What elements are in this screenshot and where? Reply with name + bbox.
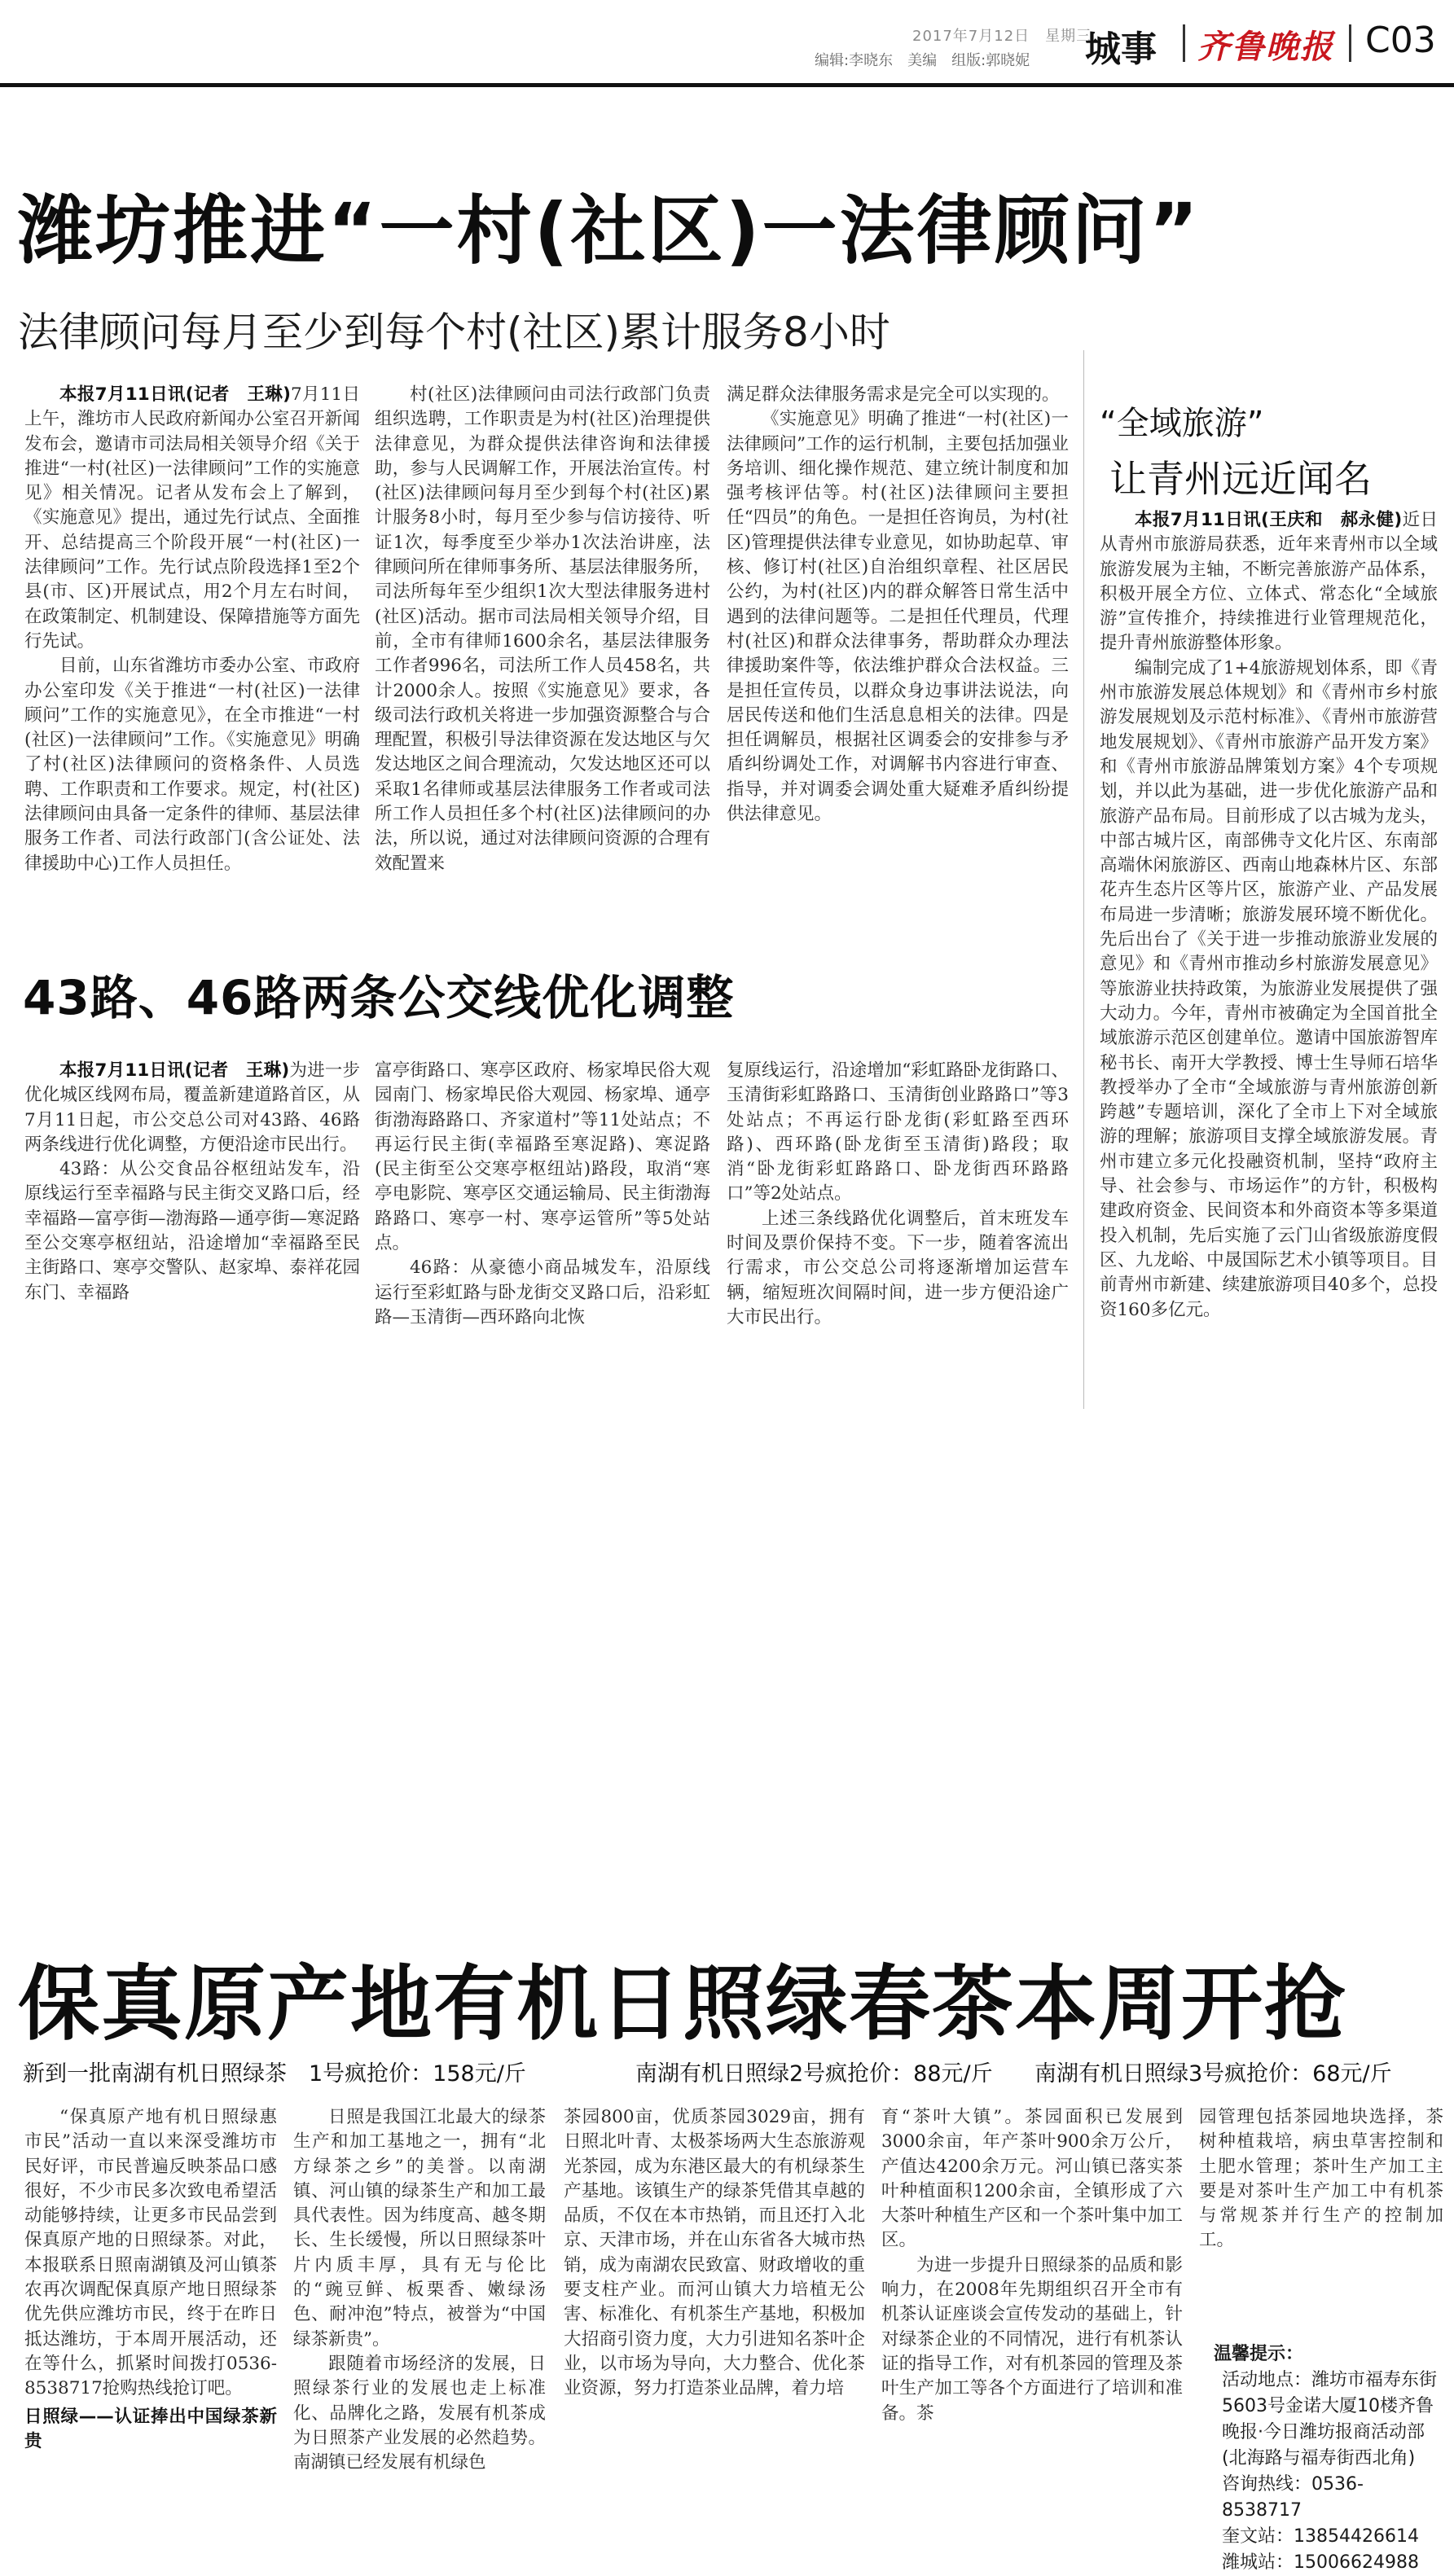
story2-column-3 xyxy=(727,1059,1069,1401)
ad-subhead: 日照绿——认证捧出中国绿茶新贵 xyxy=(24,2406,277,2451)
ad-price-3: 南湖有机日照绿3号疯抢价：68元/斤 xyxy=(1034,2061,1392,2087)
ad-paragraph: 日照是我国江北最大的绿茶生产和加工基地之一，拥有“北方绿茶之乡”的美誉。以南湖镇、河山镇的绿茶生产和加工最具代表性。因为纬度高、越冬期长、生长缓慢，所以日照绿茶叶片内质丰厚，具有无与伦比的“豌豆鲜、板栗香、嫩绿汤色、耐冲泡”特点，被誉为“中国绿茶新贵”。 xyxy=(293,2107,546,2350)
tip-location: 活动地点：潍坊市福寿东街5603号金诺大厦10楼齐鲁晚报·今日潍坊报商活动部(北海路与福寿街西北角) xyxy=(1222,2370,1438,2468)
ad-paragraph: “保真原产地有机日照绿惠市民”活动一直以来深受潍坊市民好评，市民普遍反映茶品口感很好，不少市民多次致电希望活动能够持续，让更多市民品尝到保真原产地的日照绿茶。对此，本报联系日照南湖镇及河山镇茶农再次调配保真原产地日照绿茶优先供应潍坊市民，终于在昨日抵达潍坊，于本周开展活动，还在等什么，抓紧时间拨打0536-8538717抢购热线抢订吧。 xyxy=(24,2107,277,2399)
masthead-rule xyxy=(0,83,1454,87)
ad-paragraph: 园管理包括茶园地块选择，茶树种植栽培，病虫草害控制和土肥水管理；茶叶生产加工主要是对茶叶生产加工中有机茶与常规茶并行生产的控制加工。 xyxy=(1199,2107,1443,2251)
story2-paragraph: 46路：从豪德小商品城发车，沿原线运行至彩虹路与卧龙街交叉路口后，沿彩虹路—玉清街—西环路向北恢 xyxy=(375,1257,710,1327)
story1-byline: 本报7月11日讯(记者 王琳) xyxy=(59,384,291,405)
story3-headline: 让青州远近闻名 xyxy=(1109,457,1372,501)
story1-paragraph: 村(社区)法律顾问由司法行政部门负责组织选聘，工作职责是为村(社区)治理提供法律意见，为群众提供法律咨询和法律援助，参与人民调解工作，开展法治宣传。村(社区)法律顾问每月至少到每个村(社区)累计服务8小时，每月至少参与信访接待、听证1次，每季度至少举办1次法治讲座，法律顾问所在律师事务所、基层法律服务所，司法所每年至少组织1次大型法律服务进村(社区)活动。据市司法局相关领导介绍，目前，全市有律师1600余名，基层法律服务工作者996名，司法所工作人员458名，共计2000余人。按照《实施意见》要求，各级司法行政机关将进一步加强资源整合与合理配置，积极引导法律资源在发达地区与欠发达地区之间合理流动，欠发达地区还可以采取1名律师或基层法律服务工作者或司法所工作人员担任多个村(社区)法律顾问的办法，所以说，通过对法律顾问资源的合理有效配置来 xyxy=(375,384,710,874)
ad-headline: 保真原产地有机日照绿春茶本周开抢 xyxy=(18,1956,1347,2052)
ad-column-5 xyxy=(1199,2105,1443,2333)
story1-column-3 xyxy=(727,383,1069,920)
story1-column-2 xyxy=(375,383,710,920)
tip-mobile: 奎文站：13854426614 潍城站：15006624988 xyxy=(1222,2526,1437,2573)
story2-column-2 xyxy=(375,1059,710,1401)
ad-paragraph: 跟随着市场经济的发展，日照绿茶行业的发展也走上标准化、品牌化之路，发展有机茶成为日照茶产业发展的必然趋势。南湖镇已经发展有机绿色 xyxy=(293,2353,546,2473)
column-divider xyxy=(1083,350,1084,1409)
story1-paragraph: 《实施意见》明确了推进“一村(社区)一法律顾问”工作的运行机制，主要包括加强业务培训、细化操作规范、建立统计制度和加强考核评估等。村(社区)法律顾问主要担任“四员”的角色。一是担任咨询员，为村(社区)管理提供法律专业意见，如协助起草、审核、修订村(社区)自治组织章程、社区居民公约，为村(社区)内的群众解答日常生活中遇到的法律问题等。二是担任代理员，代理村(社区)和群众法律事务，帮助群众办理法律援助案件等，依法维护群众合法权益。三是担任宣传员，以群众身边事讲法说法，向居民传送和他们生活息息相关的法律。四是担任调解员，根据社区调委会的安排参与矛盾纠纷调处工作，对调解书内容进行审查、指导，并对调委会调处重大疑难矛盾纠纷提供法律意见。 xyxy=(727,409,1069,825)
story2-column-1 xyxy=(24,1059,360,1401)
story3-kicker: “全域旅游” xyxy=(1100,405,1264,442)
story2-paragraph: 43路：从公交食品谷枢纽站发车，沿原线运行至幸福路与民主街交叉路口后，经幸福路—富亭街—渤海路—通亭街—寒浞路至公交寒亭枢纽站，沿途增加“幸福路至民主街路口、寒亭交警队、赵家埠、泰祥花园东门、幸福路 xyxy=(24,1159,360,1303)
story3-byline: 本报7月11日讯(王庆和 郝永健) xyxy=(1135,510,1403,530)
story2-byline: 本报7月11日讯(记者 王琳) xyxy=(59,1060,290,1081)
ad-column-1 xyxy=(24,2105,277,2488)
story3-paragraph: 近日从青州市旅游局获悉，近年来青州市以全域旅游发展为主轴，不断完善旅游产品体系，积极开展全方位、立体式、常态化“全域旅游”宣传推介，持续推进行业管理规范化，提升青州旅游整体形象。 xyxy=(1100,510,1438,654)
newspaper-logo: 齐鲁晚报 xyxy=(1197,28,1334,66)
story1-paragraph: 7月11日上午，潍坊市人民政府新闻办公室召开新闻发布会，邀请市司法局相关领导介绍《关于推进“一村(社区)一法律顾问”工作的实施意见》相关情况。记者从发布会上了解到，《实施意见》提出，通过先行试点、全面推开、总结提高三个阶段开展“一村(社区)一法律顾问”工作。先行试点阶段选择1至2个县(市、区)开展试点，用2个月左右时间，在政策制定、机制建设、保障措施等方面先行先试。 xyxy=(24,384,360,652)
section-name: 城事 xyxy=(1085,29,1157,70)
masthead-divider xyxy=(1349,24,1351,62)
editors-credit: 编辑:李晓东 美编 组版:郭晓妮 xyxy=(815,52,1030,69)
story2-paragraph: 为进一步优化城区线网布局，覆盖新建道路首区，从7月11日起，市公交总公司对43路、46路两条线进行优化调整，方便沿途市民出行。 xyxy=(24,1060,360,1155)
tip-phone: 咨询热线：0536-8538717 xyxy=(1222,2474,1364,2521)
ad-paragraph: 茶园800亩，优质茶园3029亩，拥有日照北叶青、太极茶场两大生态旅游观光茶园，成为东港区最大的有机绿茶生产基地。该镇生产的绿茶凭借其卓越的品质，不仅在本市热销，而且还打入北京、天津市场，并在山东省各大城市热销，成为南湖农民致富、财政增收的重要支柱产业。而河山镇大力培植无公害、标准化、有机茶生产基地，积极加大招商引资力度，大力引进知名茶叶企业，以市场为导向，大力整合、优化茶业资源，努力打造茶业品牌，着力培 xyxy=(564,2107,865,2399)
page-number: C03 xyxy=(1365,20,1436,61)
tip-heading: 温馨提示： xyxy=(1214,2344,1304,2364)
story2-paragraph: 上述三条线路优化调整后，首末班发车时间及票价保持不变。下一步，随着客流出行需求，市公交总公司将逐渐增加运营车辆，缩短班次间隔时间，进一步方便沿途广大市民出行。 xyxy=(727,1208,1069,1327)
ad-column-3 xyxy=(564,2105,865,2488)
story3-column xyxy=(1100,508,1438,1396)
story1-headline: 潍坊推进“一村(社区)一法律顾问” xyxy=(18,187,1201,274)
story2-paragraph: 富亭街路口、寒亭区政府、杨家埠民俗大观园南门、杨家埠民俗大观园、杨家埠、通亭街渤海路路口、齐家道村”等11处站点；不再运行民主街(幸福路至寒浞路)、寒浞路(民主街至公交寒亭枢纽站)路段，取消“寒亭电影院、寒亭区交通运输局、民主街渤海路路口、寒亭一村、寒亭运管所”等5处站点。 xyxy=(375,1060,710,1254)
story1-column-1 xyxy=(24,383,360,920)
ad-tip-box xyxy=(1214,2341,1442,2576)
ad-column-2 xyxy=(293,2105,546,2488)
story2-headline: 43路、46路两条公交线优化调整 xyxy=(23,970,735,1025)
story2-paragraph: 复原线运行，沿途增加“彩虹路卧龙街路口、玉清街彩虹路路口、玉清街创业路路口”等3处站点；不再运行卧龙街(彩虹路至西环路)、西环路(卧龙街至玉清街)路段；取消“卧龙街彩虹路路口、卧龙街西环路路口”等2处站点。 xyxy=(727,1060,1069,1205)
story3-paragraph: 编制完成了1+4旅游规划体系，即《青州市旅游发展总体规划》和《青州市乡村旅游发展规划及示范村标准》、《青州市旅游营地发展规划》、《青州市旅游产品开发方案》和《青州市旅游品牌策划方案》4个专项规划，并以此为基础，进一步优化旅游产品和旅游产品布局。目前形成了以古城为龙头，中部古城片区，南部佛寺文化片区、东南部高端休闲旅游区、西南山地森林片区、东部花卉生态片区等片区，旅游产业、产品发展布局进一步清晰；旅游发展环境不断优化。先后出台了《关于进一步推动旅游业发展的意见》和《青州市推动乡村旅游发展意见》等旅游业扶持政策，为旅游业发展提供了强大动力。今年，青州市被确定为全国首批全域旅游示范区创建单位。邀请中国旅游智库秘书长、南开大学教授、博士生导师石培华教授举办了全市“全域旅游与青州旅游创新跨越”专题培训，深化了全市上下对全域旅游的理解；旅游项目支撑全域旅游发展。青州市建立多元化投融资机制，坚持“政府主导、社会参与、市场运作”的方针，积极构建政府资金、民间资本和外商资本等多渠道投入机制，先后实施了云门山省级旅游度假区、九龙峪、中晟国际艺术小镇等项目。目前青州市新建、续建旅游项目40多个，总投资160多亿元。 xyxy=(1100,657,1438,1320)
ad-paragraph: 为进一步提升日照绿茶的品质和影响力，在2008年先期组织召开全市有机茶认证座谈会宣传发动的基础上，针对绿茶企业的不同情况，进行有机茶认证的指导工作，对有机茶园的管理及茶叶生产加工等各个方面进行了培训和准备。茶 xyxy=(881,2254,1183,2424)
ad-column-4 xyxy=(881,2105,1183,2488)
ad-price-2: 南湖有机日照绿2号疯抢价：88元/斤 xyxy=(635,2061,993,2087)
masthead-divider xyxy=(1183,24,1185,62)
story1-subhead: 法律顾问每月至少到每个村(社区)累计服务8小时 xyxy=(18,309,890,356)
story1-paragraph: 目前，山东省潍坊市委办公室、市政府办公室印发《关于推进“一村(社区)一法律顾问”工作的实施意见》，在全市推进“一村(社区)一法律顾问”工作。《实施意见》明确了村(社区)法律顾问的资格条件、人员选聘、工作职责和工作要求。规定，村(社区)法律顾问由具备一定条件的律师、基层法律服务工作者、司法行政部门(含公证处、法律援助中心)工作人员担任。 xyxy=(24,656,360,874)
issue-date: 2017年7月12日 星期三 xyxy=(912,28,1092,45)
story1-paragraph: 满足群众法律服务需求是完全可以实现的。 xyxy=(727,384,1060,405)
ad-paragraph: 育“茶叶大镇”。茶园面积已发展到3000余亩，年产茶叶900余万公斤，产值达4200余万元。河山镇已落实茶叶种植面积1200余亩，全镇形成了六大茶叶种植生产区和一个茶叶集中加工区。 xyxy=(881,2107,1183,2251)
masthead xyxy=(0,0,1454,81)
ad-price-1: 新到一批南湖有机日照绿茶 1号疯抢价：158元/斤 xyxy=(23,2061,526,2087)
